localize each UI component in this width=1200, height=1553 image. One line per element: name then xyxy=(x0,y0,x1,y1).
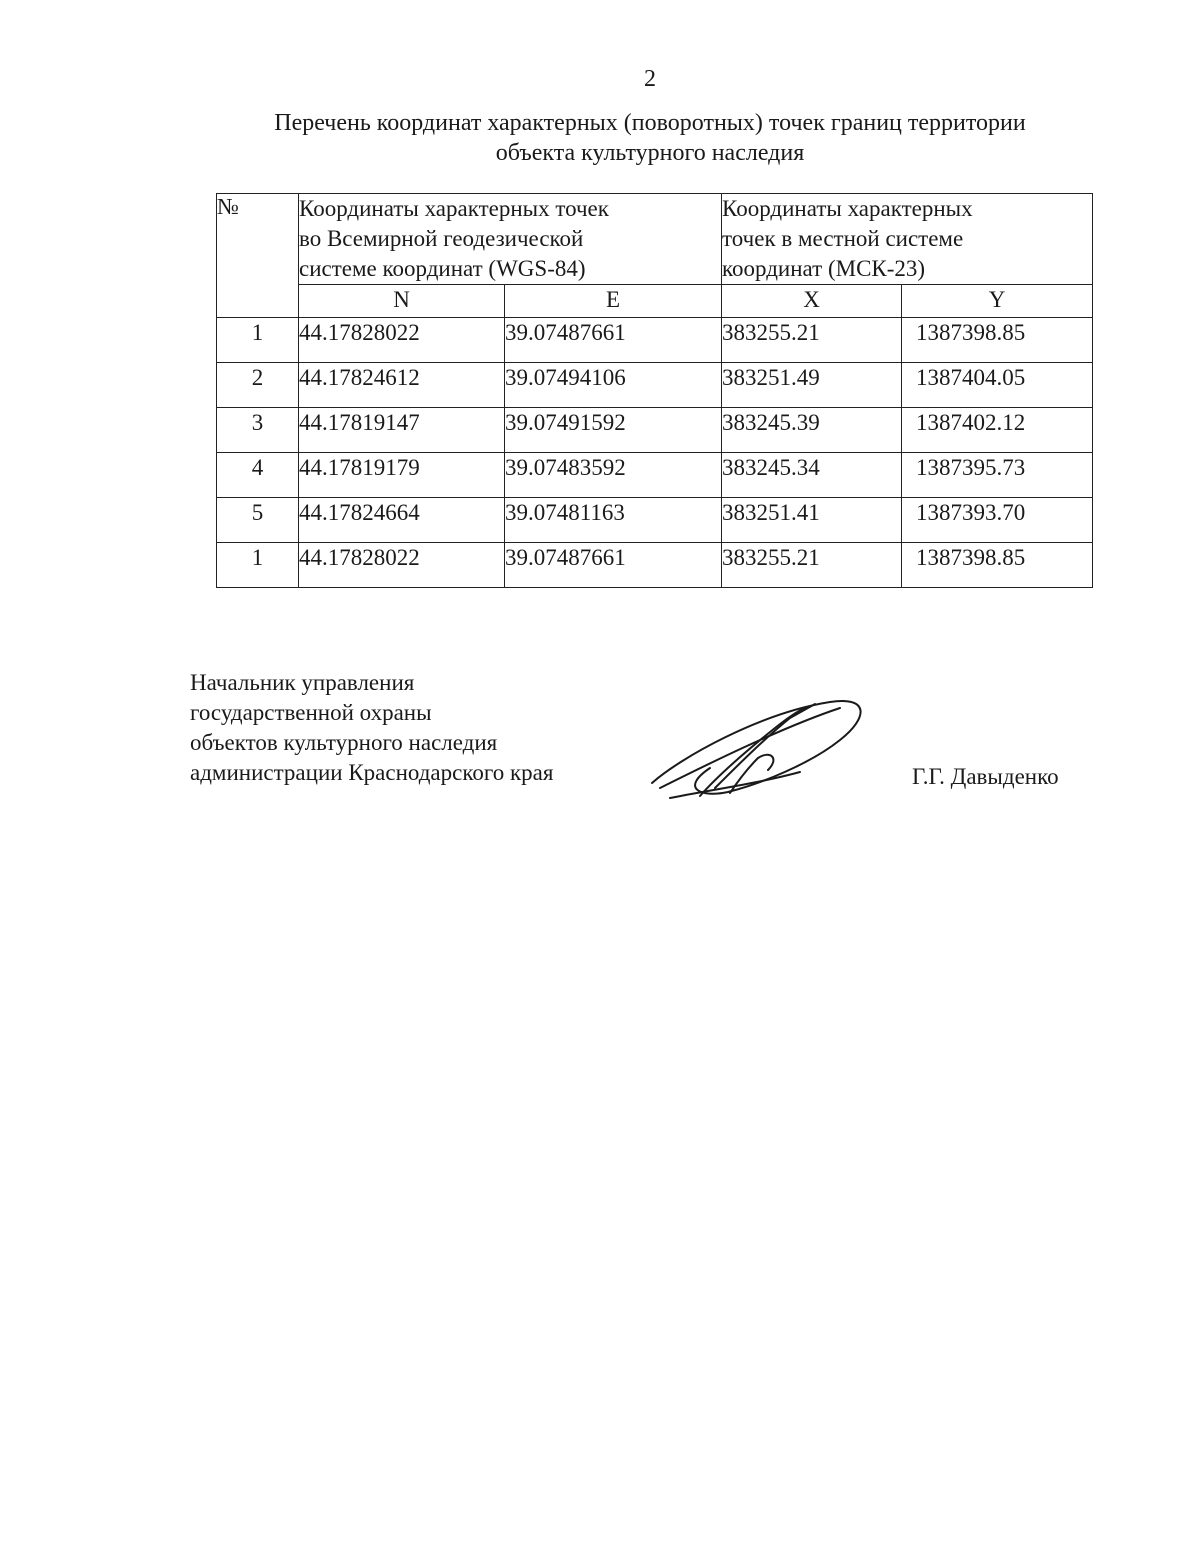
cell-longitude-e: 39.07481163 xyxy=(505,498,722,543)
cell-x: 383251.41 xyxy=(722,498,902,543)
cell-x: 383255.21 xyxy=(722,543,902,588)
cell-x: 383251.49 xyxy=(722,363,902,408)
cell-latitude-n: 44.17828022 xyxy=(299,318,505,363)
cell-longitude-e: 39.07494106 xyxy=(505,363,722,408)
table-row xyxy=(217,498,1093,543)
cell-latitude-n: 44.17828022 xyxy=(299,543,505,588)
document-title xyxy=(200,108,1100,168)
page-number: 2 xyxy=(644,66,656,92)
cell-point-number: 2 xyxy=(217,363,299,408)
title-line-2: объекта культурного наследия xyxy=(495,140,805,166)
header-wgs84-line: во Всемирной геодезической xyxy=(299,226,584,251)
cell-x: 383255.21 xyxy=(722,318,902,363)
header-msk23-line: Координаты характерных xyxy=(722,196,973,221)
signer-name: Г.Г. Давыденко xyxy=(912,764,1059,789)
subheader-y: Y xyxy=(902,285,1093,318)
cell-point-number: 5 xyxy=(217,498,299,543)
cell-latitude-n: 44.17824664 xyxy=(299,498,505,543)
cell-longitude-e: 39.07483592 xyxy=(505,453,722,498)
subheader-n: N xyxy=(299,285,505,318)
signer-position-line: Начальник управления xyxy=(190,670,415,695)
header-number: № xyxy=(217,194,299,318)
cell-y: 1387395.73 xyxy=(902,453,1093,498)
cell-y: 1387404.05 xyxy=(902,363,1093,408)
title-line-1: Перечень координат характерных (поворотных) точек границ территории xyxy=(274,110,1026,136)
table-row xyxy=(217,318,1093,363)
subheader-e: E xyxy=(505,285,722,318)
signer-position-line: администрации Краснодарского края xyxy=(190,760,554,785)
signer-position xyxy=(190,668,553,788)
table-row xyxy=(217,543,1093,588)
table-row xyxy=(217,453,1093,498)
header-msk23-line: координат (МСК-23) xyxy=(722,256,926,281)
table-header-row xyxy=(217,194,1093,285)
cell-point-number: 3 xyxy=(217,408,299,453)
table-subheader-row xyxy=(217,285,1093,318)
cell-y: 1387402.12 xyxy=(902,408,1093,453)
header-wgs84-line: системе координат (WGS-84) xyxy=(299,256,586,281)
cell-y: 1387393.70 xyxy=(902,498,1093,543)
header-wgs84 xyxy=(299,194,722,285)
cell-longitude-e: 39.07491592 xyxy=(505,408,722,453)
cell-x: 383245.39 xyxy=(722,408,902,453)
cell-longitude-e: 39.07487661 xyxy=(505,318,722,363)
handwritten-signature xyxy=(640,688,870,808)
cell-longitude-e: 39.07487661 xyxy=(505,543,722,588)
cell-latitude-n: 44.17819179 xyxy=(299,453,505,498)
cell-point-number: 1 xyxy=(217,543,299,588)
subheader-x: X xyxy=(722,285,902,318)
header-msk23 xyxy=(722,194,1093,285)
cell-x: 383245.34 xyxy=(722,453,902,498)
cell-point-number: 1 xyxy=(217,318,299,363)
header-msk23-line: точек в местной системе xyxy=(722,226,964,251)
cell-y: 1387398.85 xyxy=(902,543,1093,588)
cell-latitude-n: 44.17824612 xyxy=(299,363,505,408)
signer-position-line: государственной охраны xyxy=(190,700,432,725)
cell-point-number: 4 xyxy=(217,453,299,498)
table-row xyxy=(217,408,1093,453)
table-row xyxy=(217,363,1093,408)
coordinates-table xyxy=(216,193,1093,588)
cell-y: 1387398.85 xyxy=(902,318,1093,363)
cell-latitude-n: 44.17819147 xyxy=(299,408,505,453)
signer-position-line: объектов культурного наследия xyxy=(190,730,498,755)
header-wgs84-line: Координаты характерных точек xyxy=(299,196,609,221)
